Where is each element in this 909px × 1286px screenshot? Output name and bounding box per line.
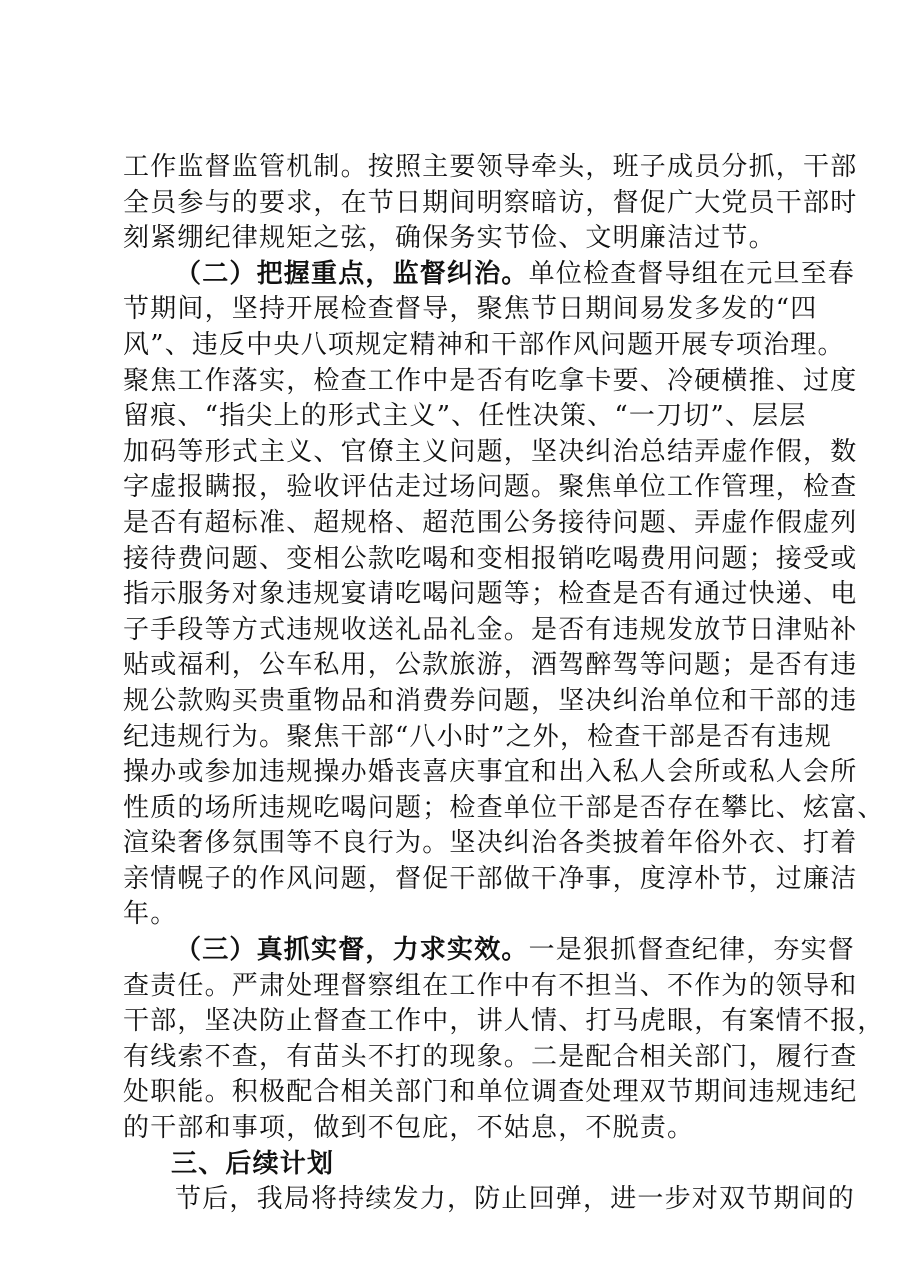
- paragraph-line: 子手段等方式违规收送礼品礼金。是否有违规发放节日津贴补: [123, 614, 858, 645]
- section-heading: 三、后续计划: [171, 1148, 335, 1179]
- paragraph-line: 留痕、“指尖上的形式主义”、任性决策、“一刀切”、层层: [123, 401, 807, 432]
- paragraph-line: 操办或参加违规操办婚丧喜庆事宜和出入私人会所或私人会所: [123, 757, 858, 788]
- paragraph-line: 有线索不查，有苗头不打的现象。二是配合相关部门，履行查: [123, 1041, 858, 1072]
- line-text: 单位检查督导组在元旦至春: [528, 258, 856, 289]
- paragraph-line: 全员参与的要求，在节日期间明察暗访，督促广大党员干部时: [123, 187, 858, 218]
- paragraph-line: 纪违规行为。聚焦干部“八小时”之外，检查干部是否有违规: [123, 721, 832, 752]
- paragraph-line: 节后，我局将持续发力，防止回弹，进一步对双节期间的: [175, 1184, 856, 1215]
- paragraph-line: 聚焦工作落实，检查工作中是否有吃拿卡要、冷硬横推、过度: [123, 365, 858, 396]
- paragraph-line: 风”、违反中央八项规定精神和干部作风问题开展专项治理。: [123, 329, 845, 360]
- paragraph-line: 渲染奢侈氛围等不良行为。坚决纠治各类披着年俗外衣、打着: [123, 828, 858, 859]
- paragraph-line: 加码等形式主义、官僚主义问题，坚决纠治总结弄虚作假，数: [123, 436, 858, 467]
- paragraph-line: 亲情幌子的作风问题，督促干部做干净事，度淳朴节，过廉洁: [123, 863, 858, 894]
- paragraph-line: 工作监督监管机制。按照主要领导牵头，班子成员分抓，干部: [123, 152, 858, 182]
- paragraph-line: 指示服务对象违规宴请吃喝问题等；检查是否有通过快递、电: [123, 579, 858, 610]
- paragraph-line: 刻紧绷纪律规矩之弦，确保务实节俭、文明廉洁过节。: [123, 223, 776, 254]
- line-text: 一是狠抓督查纪律，夯实督: [528, 935, 856, 966]
- subsection-lead: （二）把握重点，监督纠治。: [175, 258, 529, 289]
- paragraph-line: 规公款购买贵重物品和消费券问题，坚决纠治单位和干部的违: [123, 685, 858, 716]
- document-body: [123, 150, 885, 1218]
- paragraph-line: 字虚报瞒报，验收评估走过场问题。聚焦单位工作管理，检查: [123, 472, 858, 503]
- paragraph-line: [123, 933, 856, 969]
- paragraph-line: 性质的场所违规吃喝问题；检查单位干部是否存在攀比、炫富、: [123, 792, 885, 823]
- paragraph-line: 的干部和事项，做到不包庇，不姑息，不脱责。: [123, 1113, 695, 1144]
- paragraph-line: 贴或福利，公车私用，公款旅游，酒驾醉驾等问题；是否有违: [123, 650, 858, 681]
- paragraph-line: 处职能。积极配合相关部门和单位调查处理双节期间违规违纪: [123, 1077, 858, 1108]
- paragraph-line: 年。: [123, 899, 178, 930]
- paragraph-line: 查责任。严肃处理督察组在工作中有不担当、不作为的领导和: [123, 970, 858, 1001]
- subsection-lead: （三）真抓实督，力求实效。: [175, 935, 529, 966]
- paragraph-line: 是否有超标准、超规格、超范围公务接待问题、弄虚作假虚列: [123, 507, 858, 538]
- paragraph-line: [123, 257, 856, 293]
- paragraph-line: 节期间，坚持开展检查督导，聚焦节日期间易发多发的“四: [123, 294, 818, 325]
- paragraph-line: 接待费问题、变相公款吃喝和变相报销吃喝费用问题；接受或: [123, 543, 858, 574]
- paragraph-line: 干部，坚决防止督查工作中，讲人情、打马虎眼，有案情不报，: [123, 1006, 885, 1037]
